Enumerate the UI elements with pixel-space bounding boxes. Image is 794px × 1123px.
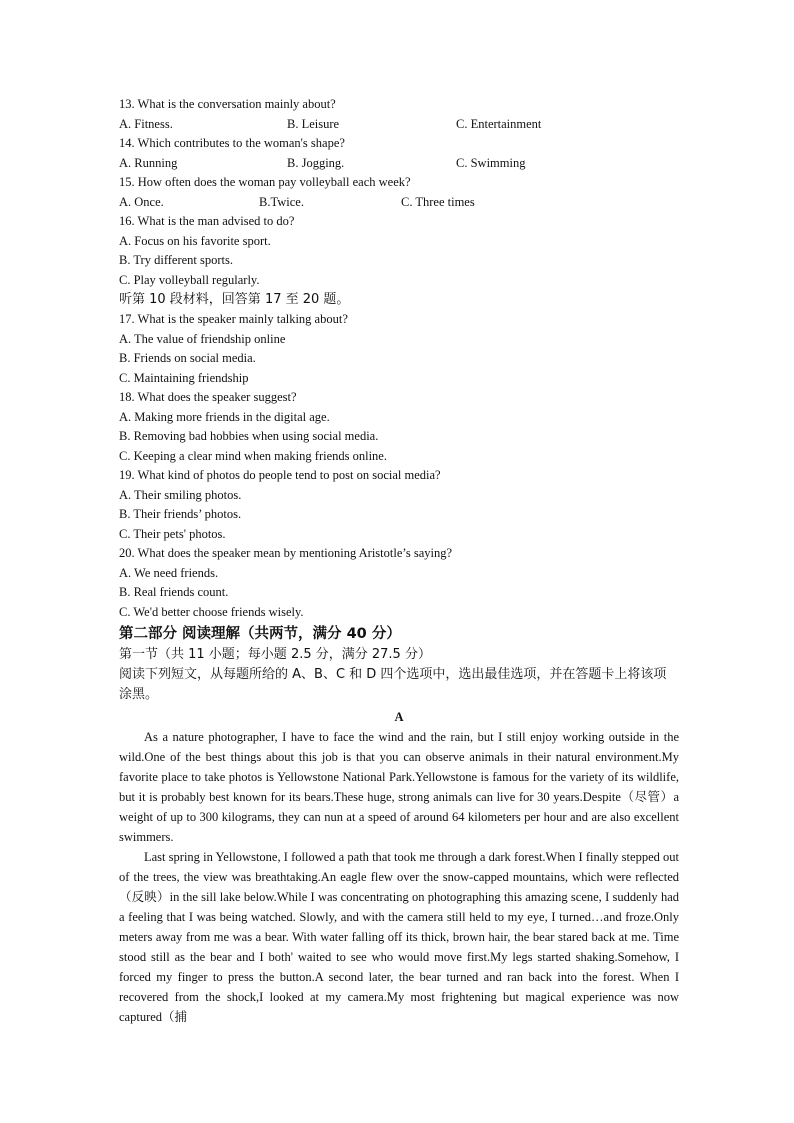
- question-15-stem: 15. How often does the woman pay volleyball each week?: [119, 175, 411, 189]
- question-14-options: [119, 154, 679, 174]
- option-a: A. Running: [119, 155, 178, 170]
- question-13-stem: 13. What is the conversation mainly about?: [119, 97, 336, 111]
- option-b: B. Try different sports.: [119, 253, 234, 267]
- question-14-stem: 14. Which contributes to the woman's shape?: [119, 136, 345, 150]
- option-a: A. Fitness.: [119, 116, 173, 131]
- option-c: C. Entertainment: [456, 116, 542, 131]
- passage-paragraph-2: Last spring in Yellowstone, I followed a path that took me through a dark forest.When I finally stepped out of the trees, the view was breathtaking.An eagle flew over the snow-capped mountains, which were reflected（反映）in the sill lake below.While I was concentrating on photographing this amazing scene, I suddenly had a feeling that I was being watched. Slowly, and with the camera still held to my eye, I turned…and froze.Only meters away from me was a bear. With water falling off its thick, brown hair, the bear stared back at me. Time stood still as the bear and I both' waited to see who would move first.My legs started shaking.Somehow, I forced my finger to press the button.A second later, the bear turned and ran back into the forest. When I recovered from the shock,I looked at my camera.My most frightening but magical experience was now captured（捕: [119, 850, 679, 1024]
- option-c: C. Three times: [401, 194, 475, 209]
- option-b: B. Removing bad hobbies when using social media.: [119, 429, 379, 443]
- option-a: A. Once.: [119, 194, 164, 209]
- option-c: C. Their pets' photos.: [119, 526, 226, 541]
- section-one-heading: 第一节（共 11 小题；每小题 2.5 分，满分 27.5 分）: [119, 647, 431, 662]
- passage-title: A: [394, 710, 404, 724]
- question-20-stem: 20. What does the speaker mean by mentioning Aristotle’s saying?: [119, 546, 453, 560]
- reading-instruction: 阅读下列短文，从每题所给的 A、B、C 和 D 四个选项中，选出最佳选项，并在答题卡上将该项涂黑。: [119, 667, 667, 702]
- option-b: B. Their friends’ photos.: [119, 507, 242, 521]
- option-b: B. Friends on social media.: [119, 351, 256, 365]
- option-b: B.Twice.: [259, 194, 304, 209]
- option-a: A. Focus on his favorite sport.: [119, 233, 271, 248]
- question-15-options: [119, 193, 679, 213]
- option-c: C. Keeping a clear mind when making friends online.: [119, 448, 387, 463]
- question-17-stem: 17. What is the speaker mainly talking about?: [119, 312, 348, 326]
- question-block: [119, 95, 679, 1027]
- option-a: A. We need friends.: [119, 565, 219, 580]
- option-b: B. Real friends count.: [119, 585, 229, 599]
- option-b: B. Jogging.: [287, 155, 345, 170]
- option-c: C. Play volleyball regularly.: [119, 272, 260, 287]
- question-13-options: [119, 115, 679, 135]
- option-c: C. We'd better choose friends wisely.: [119, 604, 304, 619]
- passage-paragraph-1: As a nature photographer, I have to face the wind and the rain, but I still enjoy working outside in the wild.One of the best things about this job is that you can observe animals in their natural environment.My favorite place to take photos is Yellowstone National Park.Yellowstone is famous for the variety of its wildlife, but it is probably best known for its bears.These huge, strong animals can live for 30 years.Despite（尽管）a weight of up to 300 kilograms, they can nun at a speed of around 64 kilometers per hour and are also excellent swimmers.: [119, 730, 679, 844]
- listening-instruction: 听第 10 段材料，回答第 17 至 20 题。: [119, 292, 350, 307]
- question-18-stem: 18. What does the speaker suggest?: [119, 390, 297, 404]
- option-c: C. Maintaining friendship: [119, 370, 249, 385]
- option-c: C. Swimming: [456, 155, 526, 170]
- option-a: A. The value of friendship online: [119, 331, 286, 346]
- part-two-heading: 第二部分 阅读理解（共两节，满分 40 分）: [119, 626, 401, 642]
- option-b: B. Leisure: [287, 116, 340, 131]
- question-16-stem: 16. What is the man advised to do?: [119, 214, 295, 228]
- option-a: A. Their smiling photos.: [119, 487, 242, 502]
- option-a: A. Making more friends in the digital age.: [119, 409, 330, 424]
- question-19-stem: 19. What kind of photos do people tend to post on social media?: [119, 468, 441, 482]
